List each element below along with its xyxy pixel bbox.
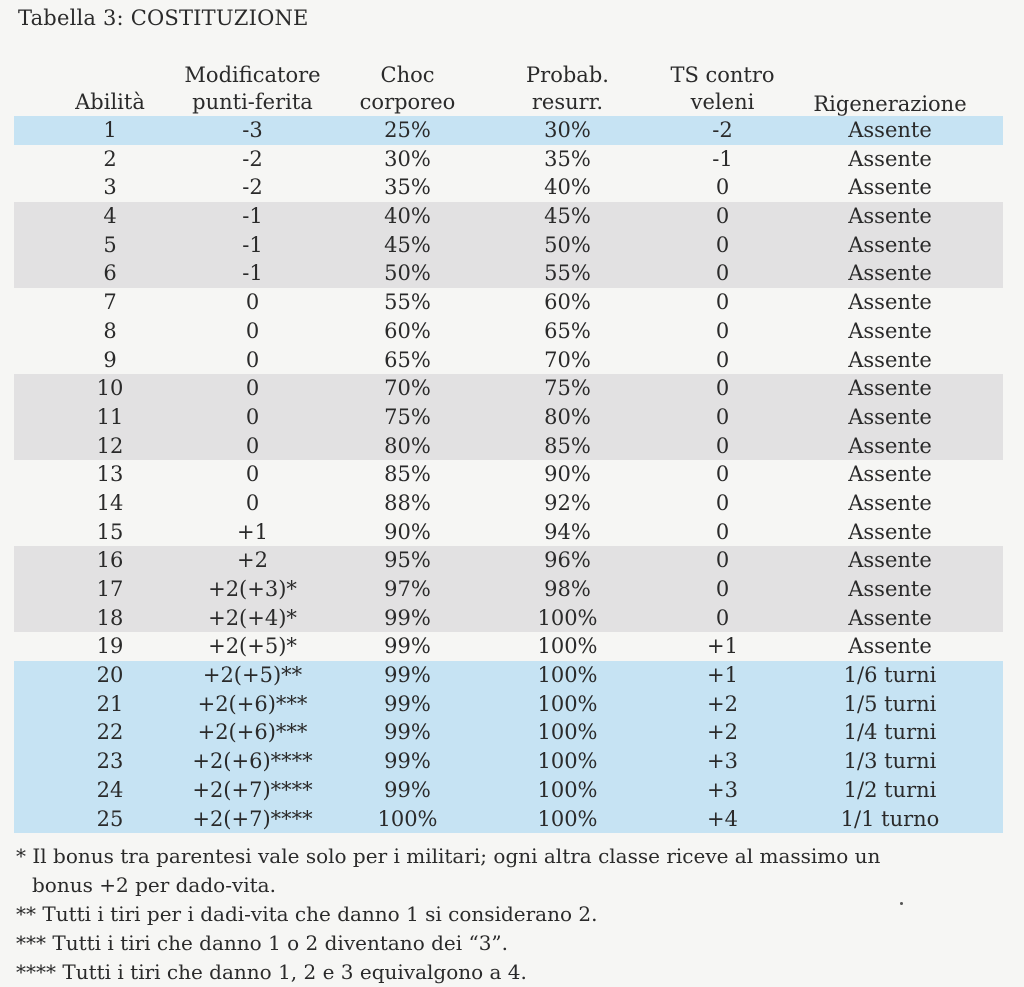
cell-abilita: 7 — [103, 290, 117, 315]
cell-rigenerazione: Assente — [848, 118, 932, 142]
cell-rigenerazione: Assente — [848, 548, 932, 573]
table-row — [0, 718, 1024, 747]
cell-probab: 100% — [537, 720, 598, 745]
header-rigenerazione — [780, 91, 1000, 118]
cell-rigenerazione: Assente — [848, 290, 932, 315]
cell-rigenerazione: Assente — [848, 462, 932, 487]
cell-rigenerazione: Assente — [848, 433, 932, 458]
header-ts-line2: veleni — [690, 90, 755, 114]
table-row — [0, 145, 1024, 174]
footnote-4: **** Tutti i tiri che danno 1, 2 e 3 equivalgono a 4. — [16, 960, 527, 984]
cell-abilita: 4 — [103, 204, 117, 229]
header-abilita — [60, 89, 160, 116]
cell-choc: 97% — [384, 577, 431, 601]
cell-abilita: 24 — [96, 777, 124, 802]
cell-ts: +3 — [707, 749, 738, 774]
cell-ts: -1 — [712, 146, 733, 171]
footnote-2: ** Tutti i tiri per i dadi-vita che danno 1 si considerano 2. — [16, 902, 598, 926]
header-choc — [345, 62, 470, 116]
cell-rigenerazione: Assente — [848, 347, 932, 372]
cell-modificatore: +2 — [237, 548, 268, 573]
cell-choc: 25% — [384, 118, 431, 142]
cell-modificatore: -2 — [242, 175, 263, 200]
cell-rigenerazione: Assente — [848, 634, 932, 659]
cell-choc: 45% — [384, 232, 431, 257]
header-rigenerazione-line1: Rigenerazione — [813, 92, 967, 116]
table-row — [0, 259, 1024, 288]
cell-probab: 98% — [544, 577, 591, 601]
cell-ts: 0 — [715, 577, 730, 601]
cell-probab: 100% — [537, 605, 598, 630]
cell-modificatore: -3 — [242, 118, 263, 142]
cell-abilita: 8 — [103, 318, 117, 343]
cell-abilita: 12 — [96, 433, 124, 458]
cell-ts: +1 — [707, 634, 738, 659]
cell-probab: 65% — [544, 318, 591, 343]
cell-rigenerazione: 1/4 turni — [843, 720, 937, 745]
cell-modificatore: 0 — [245, 490, 260, 515]
cell-abilita: 17 — [96, 577, 124, 601]
cell-abilita: 10 — [96, 376, 124, 401]
header-choc-line1: Choc — [380, 63, 435, 87]
cell-modificatore: +2(+6)**** — [192, 749, 313, 774]
cell-choc: 95% — [384, 548, 431, 573]
cell-abilita: 6 — [103, 261, 117, 286]
cell-abilita: 16 — [96, 548, 124, 573]
table-body — [0, 116, 1024, 833]
cell-choc: 99% — [384, 605, 431, 630]
table-row — [0, 403, 1024, 432]
cell-modificatore: +2(+7)**** — [192, 777, 313, 802]
cell-probab: 50% — [544, 232, 591, 257]
cell-modificatore: +2(+5)** — [202, 663, 303, 688]
cell-probab: 35% — [544, 146, 591, 171]
cell-choc: 90% — [384, 519, 431, 544]
cell-probab: 70% — [544, 347, 591, 372]
cell-probab: 85% — [544, 433, 591, 458]
header-probab — [505, 62, 630, 116]
cell-probab: 100% — [537, 806, 598, 831]
table-row — [0, 460, 1024, 489]
cell-choc: 50% — [384, 261, 431, 286]
header-ts-line1: TS contro — [670, 63, 775, 87]
header-probab-line1: Probab. — [526, 63, 609, 87]
cell-rigenerazione: Assente — [848, 232, 932, 257]
cell-probab: 75% — [544, 376, 591, 401]
cell-choc: 40% — [384, 204, 431, 229]
header-ts — [655, 62, 790, 116]
cell-ts: 0 — [715, 605, 730, 630]
cell-ts: 0 — [715, 261, 730, 286]
cell-modificatore: -1 — [242, 204, 263, 229]
table-row — [0, 173, 1024, 202]
cell-modificatore: 0 — [245, 404, 260, 429]
cell-ts: 0 — [715, 290, 730, 315]
table-row — [0, 776, 1024, 805]
cell-choc: 75% — [384, 404, 431, 429]
table-row — [0, 518, 1024, 547]
header-modificatore — [170, 62, 335, 116]
cell-ts: +1 — [707, 663, 738, 688]
cell-ts: 0 — [715, 433, 730, 458]
cell-modificatore: -1 — [242, 232, 263, 257]
cell-probab: 100% — [537, 634, 598, 659]
table-row — [0, 116, 1024, 145]
cell-choc: 65% — [384, 347, 431, 372]
footnotes — [16, 842, 1006, 987]
cell-rigenerazione: 1/6 turni — [843, 663, 937, 688]
cell-rigenerazione: Assente — [848, 175, 932, 200]
cell-abilita: 14 — [96, 490, 124, 515]
cell-abilita: 15 — [96, 519, 124, 544]
cell-ts: 0 — [715, 175, 730, 200]
cell-probab: 100% — [537, 691, 598, 716]
footnote-1-continued: bonus +2 per dado-vita. — [32, 873, 276, 897]
cell-choc: 35% — [384, 175, 431, 200]
cell-ts: 0 — [715, 519, 730, 544]
table-row — [0, 346, 1024, 375]
cell-modificatore: +2(+4)* — [208, 605, 297, 630]
cell-choc: 99% — [384, 777, 431, 802]
cell-modificatore: +2(+6)*** — [197, 691, 308, 716]
cell-abilita: 18 — [96, 605, 124, 630]
cell-modificatore: +2(+3)* — [208, 577, 297, 601]
cell-abilita: 21 — [96, 691, 124, 716]
cell-ts: +2 — [707, 720, 738, 745]
cell-modificatore: -2 — [242, 146, 263, 171]
cell-probab: 45% — [544, 204, 591, 229]
cell-ts: 0 — [715, 318, 730, 343]
cell-modificatore: +2(+6)*** — [197, 720, 308, 745]
cell-modificatore: 0 — [245, 376, 260, 401]
header-abilita-line1: Abilità — [75, 90, 145, 114]
cell-probab: 40% — [544, 175, 591, 200]
cell-choc: 85% — [384, 462, 431, 487]
cell-choc: 99% — [384, 749, 431, 774]
paper-speck — [900, 902, 903, 905]
cell-rigenerazione: Assente — [848, 404, 932, 429]
footnote-3: *** Tutti i tiri che danno 1 o 2 diventano dei “3”. — [16, 931, 509, 955]
cell-rigenerazione: Assente — [848, 519, 932, 544]
cell-ts: +2 — [707, 691, 738, 716]
cell-choc: 99% — [384, 634, 431, 659]
cell-ts: 0 — [715, 404, 730, 429]
header-modificatore-line1: Modificatore — [184, 63, 321, 87]
cell-choc: 88% — [384, 490, 431, 515]
cell-rigenerazione: Assente — [848, 261, 932, 286]
cell-abilita: 1 — [103, 118, 117, 142]
table-title: Tabella 3: COSTITUZIONE — [18, 6, 309, 30]
header-choc-line2: corporeo — [359, 90, 456, 114]
cell-rigenerazione: 1/3 turni — [843, 749, 937, 774]
table-row — [0, 317, 1024, 346]
cell-modificatore: +2(+5)* — [208, 634, 297, 659]
cell-ts: 0 — [715, 347, 730, 372]
cell-probab: 90% — [544, 462, 591, 487]
cell-probab: 100% — [537, 749, 598, 774]
cell-abilita: 22 — [96, 720, 124, 745]
table-row — [0, 604, 1024, 633]
cell-rigenerazione: Assente — [848, 376, 932, 401]
cell-ts: -2 — [712, 118, 733, 142]
cell-rigenerazione: 1/1 turno — [840, 806, 940, 831]
table-row — [0, 747, 1024, 776]
cell-modificatore: +2(+7)**** — [192, 806, 313, 831]
cell-modificatore: -1 — [242, 261, 263, 286]
cell-rigenerazione: Assente — [848, 318, 932, 343]
cell-ts: 0 — [715, 376, 730, 401]
cell-choc: 55% — [384, 290, 431, 315]
table-row — [0, 546, 1024, 575]
table-row — [0, 288, 1024, 317]
cell-abilita: 9 — [103, 347, 117, 372]
table-row — [0, 575, 1024, 604]
cell-choc: 99% — [384, 691, 431, 716]
footnote-1: * Il bonus tra parentesi vale solo per i militari; ogni altra classe riceve al massimo un — [16, 844, 881, 868]
cell-probab: 96% — [544, 548, 591, 573]
cell-rigenerazione: Assente — [848, 490, 932, 515]
cell-choc: 70% — [384, 376, 431, 401]
cell-abilita: 11 — [96, 404, 124, 429]
cell-abilita: 2 — [103, 146, 117, 171]
cell-abilita: 23 — [96, 749, 124, 774]
cell-modificatore: 0 — [245, 347, 260, 372]
cell-choc: 60% — [384, 318, 431, 343]
cell-probab: 94% — [544, 519, 591, 544]
cell-rigenerazione: Assente — [848, 605, 932, 630]
cell-ts: 0 — [715, 548, 730, 573]
cell-rigenerazione: Assente — [848, 577, 932, 601]
cell-probab: 92% — [544, 490, 591, 515]
table-row — [0, 805, 1024, 834]
table-row — [0, 202, 1024, 231]
cell-rigenerazione: Assente — [848, 204, 932, 229]
cell-probab: 100% — [537, 777, 598, 802]
cell-abilita: 3 — [103, 175, 117, 200]
cell-modificatore: 0 — [245, 290, 260, 315]
cell-probab: 100% — [537, 663, 598, 688]
cell-rigenerazione: 1/2 turni — [843, 777, 937, 802]
header-modificatore-line2: punti-ferita — [192, 90, 313, 114]
cell-abilita: 25 — [96, 806, 124, 831]
cell-ts: 0 — [715, 462, 730, 487]
cell-choc: 30% — [384, 146, 431, 171]
cell-abilita: 5 — [103, 232, 117, 257]
table-row — [0, 690, 1024, 719]
cell-ts: 0 — [715, 204, 730, 229]
table-row — [0, 489, 1024, 518]
cell-choc: 99% — [384, 720, 431, 745]
cell-rigenerazione: Assente — [848, 146, 932, 171]
cell-probab: 80% — [544, 404, 591, 429]
table-row — [0, 231, 1024, 260]
cell-ts: 0 — [715, 232, 730, 257]
cell-choc: 99% — [384, 663, 431, 688]
cell-modificatore: 0 — [245, 318, 260, 343]
cell-ts: +4 — [707, 806, 738, 831]
table-row — [0, 661, 1024, 690]
cell-choc: 80% — [384, 433, 431, 458]
table-row — [0, 632, 1024, 661]
cell-ts: 0 — [715, 490, 730, 515]
table-row — [0, 432, 1024, 461]
cell-probab: 60% — [544, 290, 591, 315]
cell-abilita: 20 — [96, 663, 124, 688]
cell-choc: 100% — [377, 806, 438, 831]
cell-abilita: 19 — [96, 634, 124, 659]
table-header — [0, 58, 1024, 116]
cell-modificatore: 0 — [245, 433, 260, 458]
cell-probab: 30% — [544, 118, 591, 142]
cell-modificatore: +1 — [237, 519, 268, 544]
cell-ts: +3 — [707, 777, 738, 802]
cell-probab: 55% — [544, 261, 591, 286]
table-row — [0, 374, 1024, 403]
cell-modificatore: 0 — [245, 462, 260, 487]
cell-rigenerazione: 1/5 turni — [843, 691, 937, 716]
header-probab-line2: resurr. — [531, 90, 604, 114]
cell-abilita: 13 — [96, 462, 124, 487]
